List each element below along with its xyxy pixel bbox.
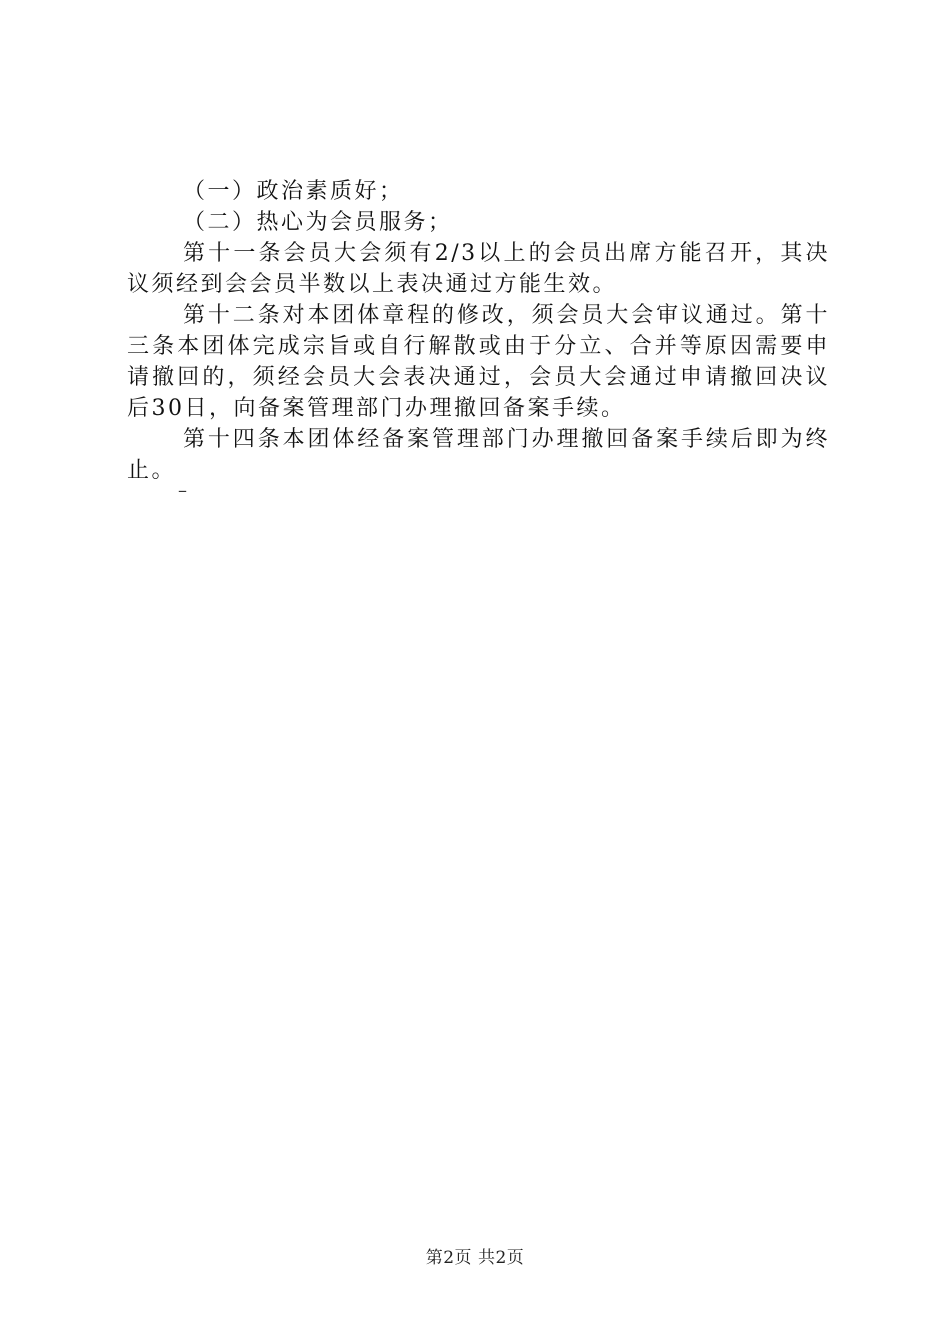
stray-dash-mark: – — [178, 480, 187, 501]
page-footer: 第2页 共2页 — [425, 1248, 525, 1268]
paragraph-article-14: 第十四条本团体经备案管理部门办理撤回备案手续后即为终止。 — [127, 427, 830, 483]
paragraph-clause-2: （二）热心为会员服务； — [183, 210, 453, 235]
paragraph-clause-1: （一）政治素质好； — [183, 179, 404, 204]
paragraph-article-11: 第十一条会员大会须有2/3以上的会员出席方能召开，其决议须经到会会员半数以上表决通过方能生效。 — [127, 241, 830, 297]
paragraph-article-12-13: 第十二条对本团体章程的修改，须会员大会审议通过。第十三条本团体完成宗旨或自行解散或由于分立、合并等原因需要申请撤回的，须经会员大会表决通过，会员大会通过申请撤回决议后30日，向备案管理部门办理撤回备案手续。 — [127, 303, 830, 421]
document-body — [127, 176, 830, 486]
